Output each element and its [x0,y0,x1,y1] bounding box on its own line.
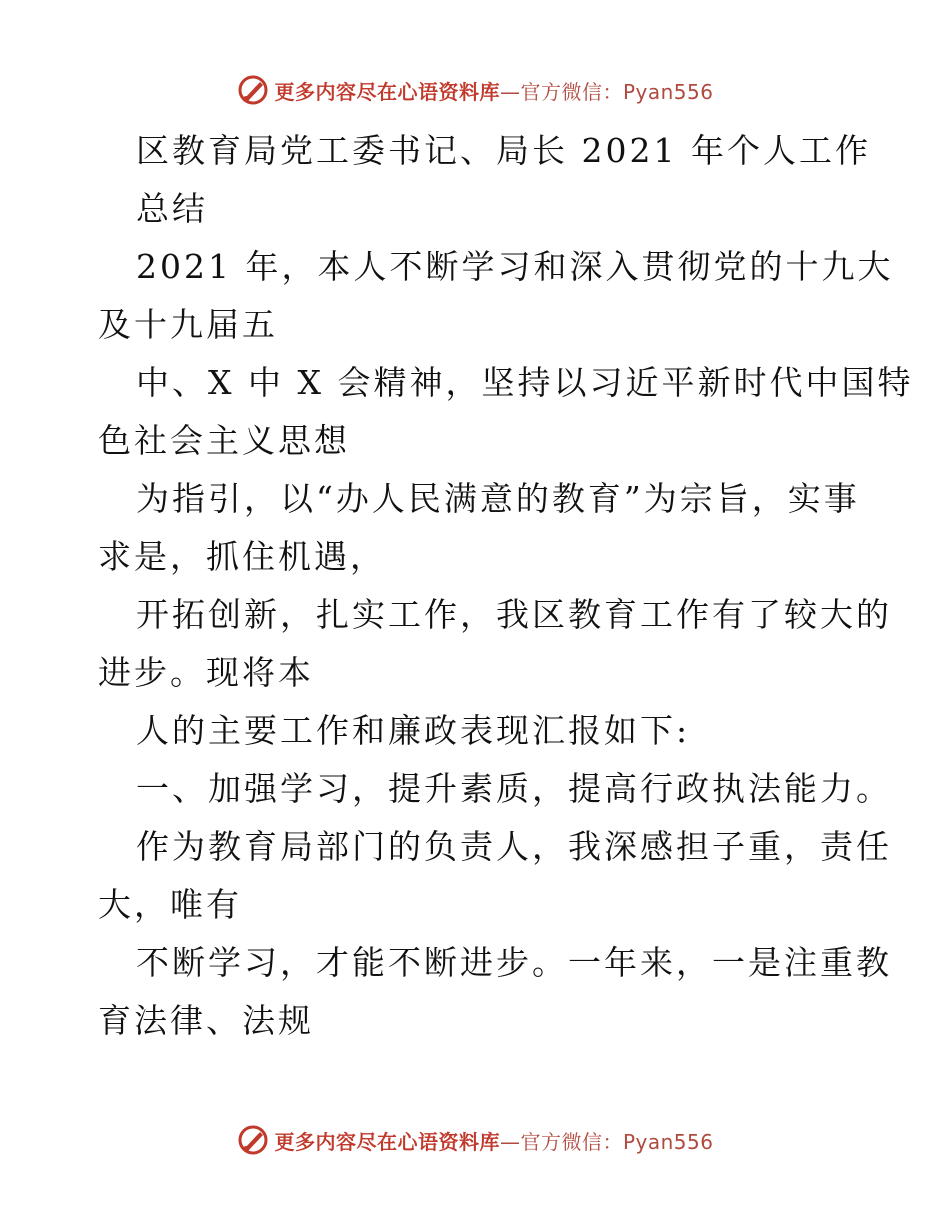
document-body [98,122,914,1050]
paragraph-line: 开拓创新，扎实工作，我区教育工作有了较大的 [136,595,892,634]
paragraph-line: 大，唯有 [98,885,242,924]
paragraph-line: 人的主要工作和廉政表现汇报如下: [136,711,691,750]
footer-banner-sub-text: —官方微信：Pyan556 [499,1129,714,1154]
brush-logo-icon [236,73,270,107]
paragraph-line: 进步。现将本 [98,653,314,692]
title-line-1: 区教育局党工委书记、局长 2021 年个人工作 [136,131,871,170]
paragraph-line: 为指引，以“办人民满意的教育”为宗旨，实事 [136,479,860,518]
paragraph-line: 及十九届五 [98,305,278,344]
paragraph-line: 求是，抓住机遇， [98,537,386,576]
header-banner-main-text: 更多内容尽在心语资料库 [274,79,500,104]
paragraph-line: 育法律、法规 [98,1001,314,1040]
footer-watermark-banner [0,1120,950,1160]
header-banner-sub-text: —官方微信：Pyan556 [499,79,714,104]
header-watermark-banner [0,70,950,110]
paragraph-line: 不断学习，才能不断进步。一年来，一是注重教 [136,943,892,982]
paragraph-line: 色社会主义思想 [98,421,350,460]
paragraph-line: 中、X 中 X 会精神，坚持以习近平新时代中国特 [136,363,914,402]
title-line-2: 总结 [136,189,208,228]
footer-banner-main-text: 更多内容尽在心语资料库 [274,1129,500,1154]
section-heading: 一、加强学习，提升素质，提高行政执法能力。 [136,769,892,808]
paragraph-line: 作为教育局部门的负责人，我深感担子重，责任 [136,827,892,866]
brush-logo-icon [236,1123,270,1157]
paragraph-line: 2021 年，本人不断学习和深入贯彻党的十九大 [136,247,894,286]
